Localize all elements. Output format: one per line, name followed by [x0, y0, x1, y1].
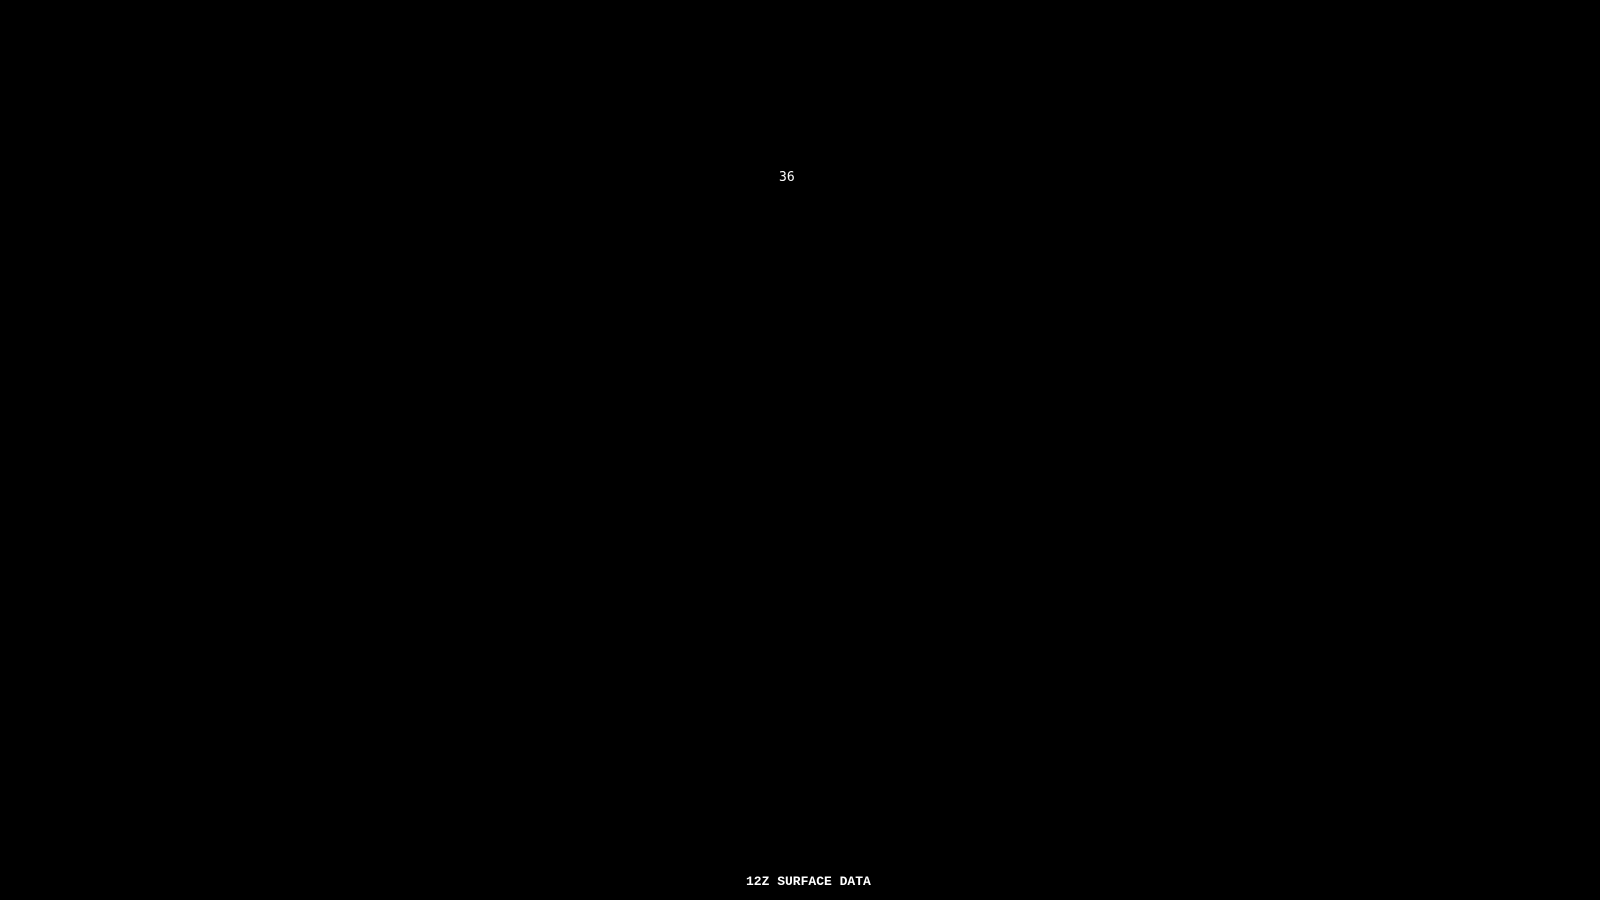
product-legend: 12Z SURFACE DATA [746, 874, 871, 889]
surface-plotted-value: 36 [779, 170, 795, 185]
